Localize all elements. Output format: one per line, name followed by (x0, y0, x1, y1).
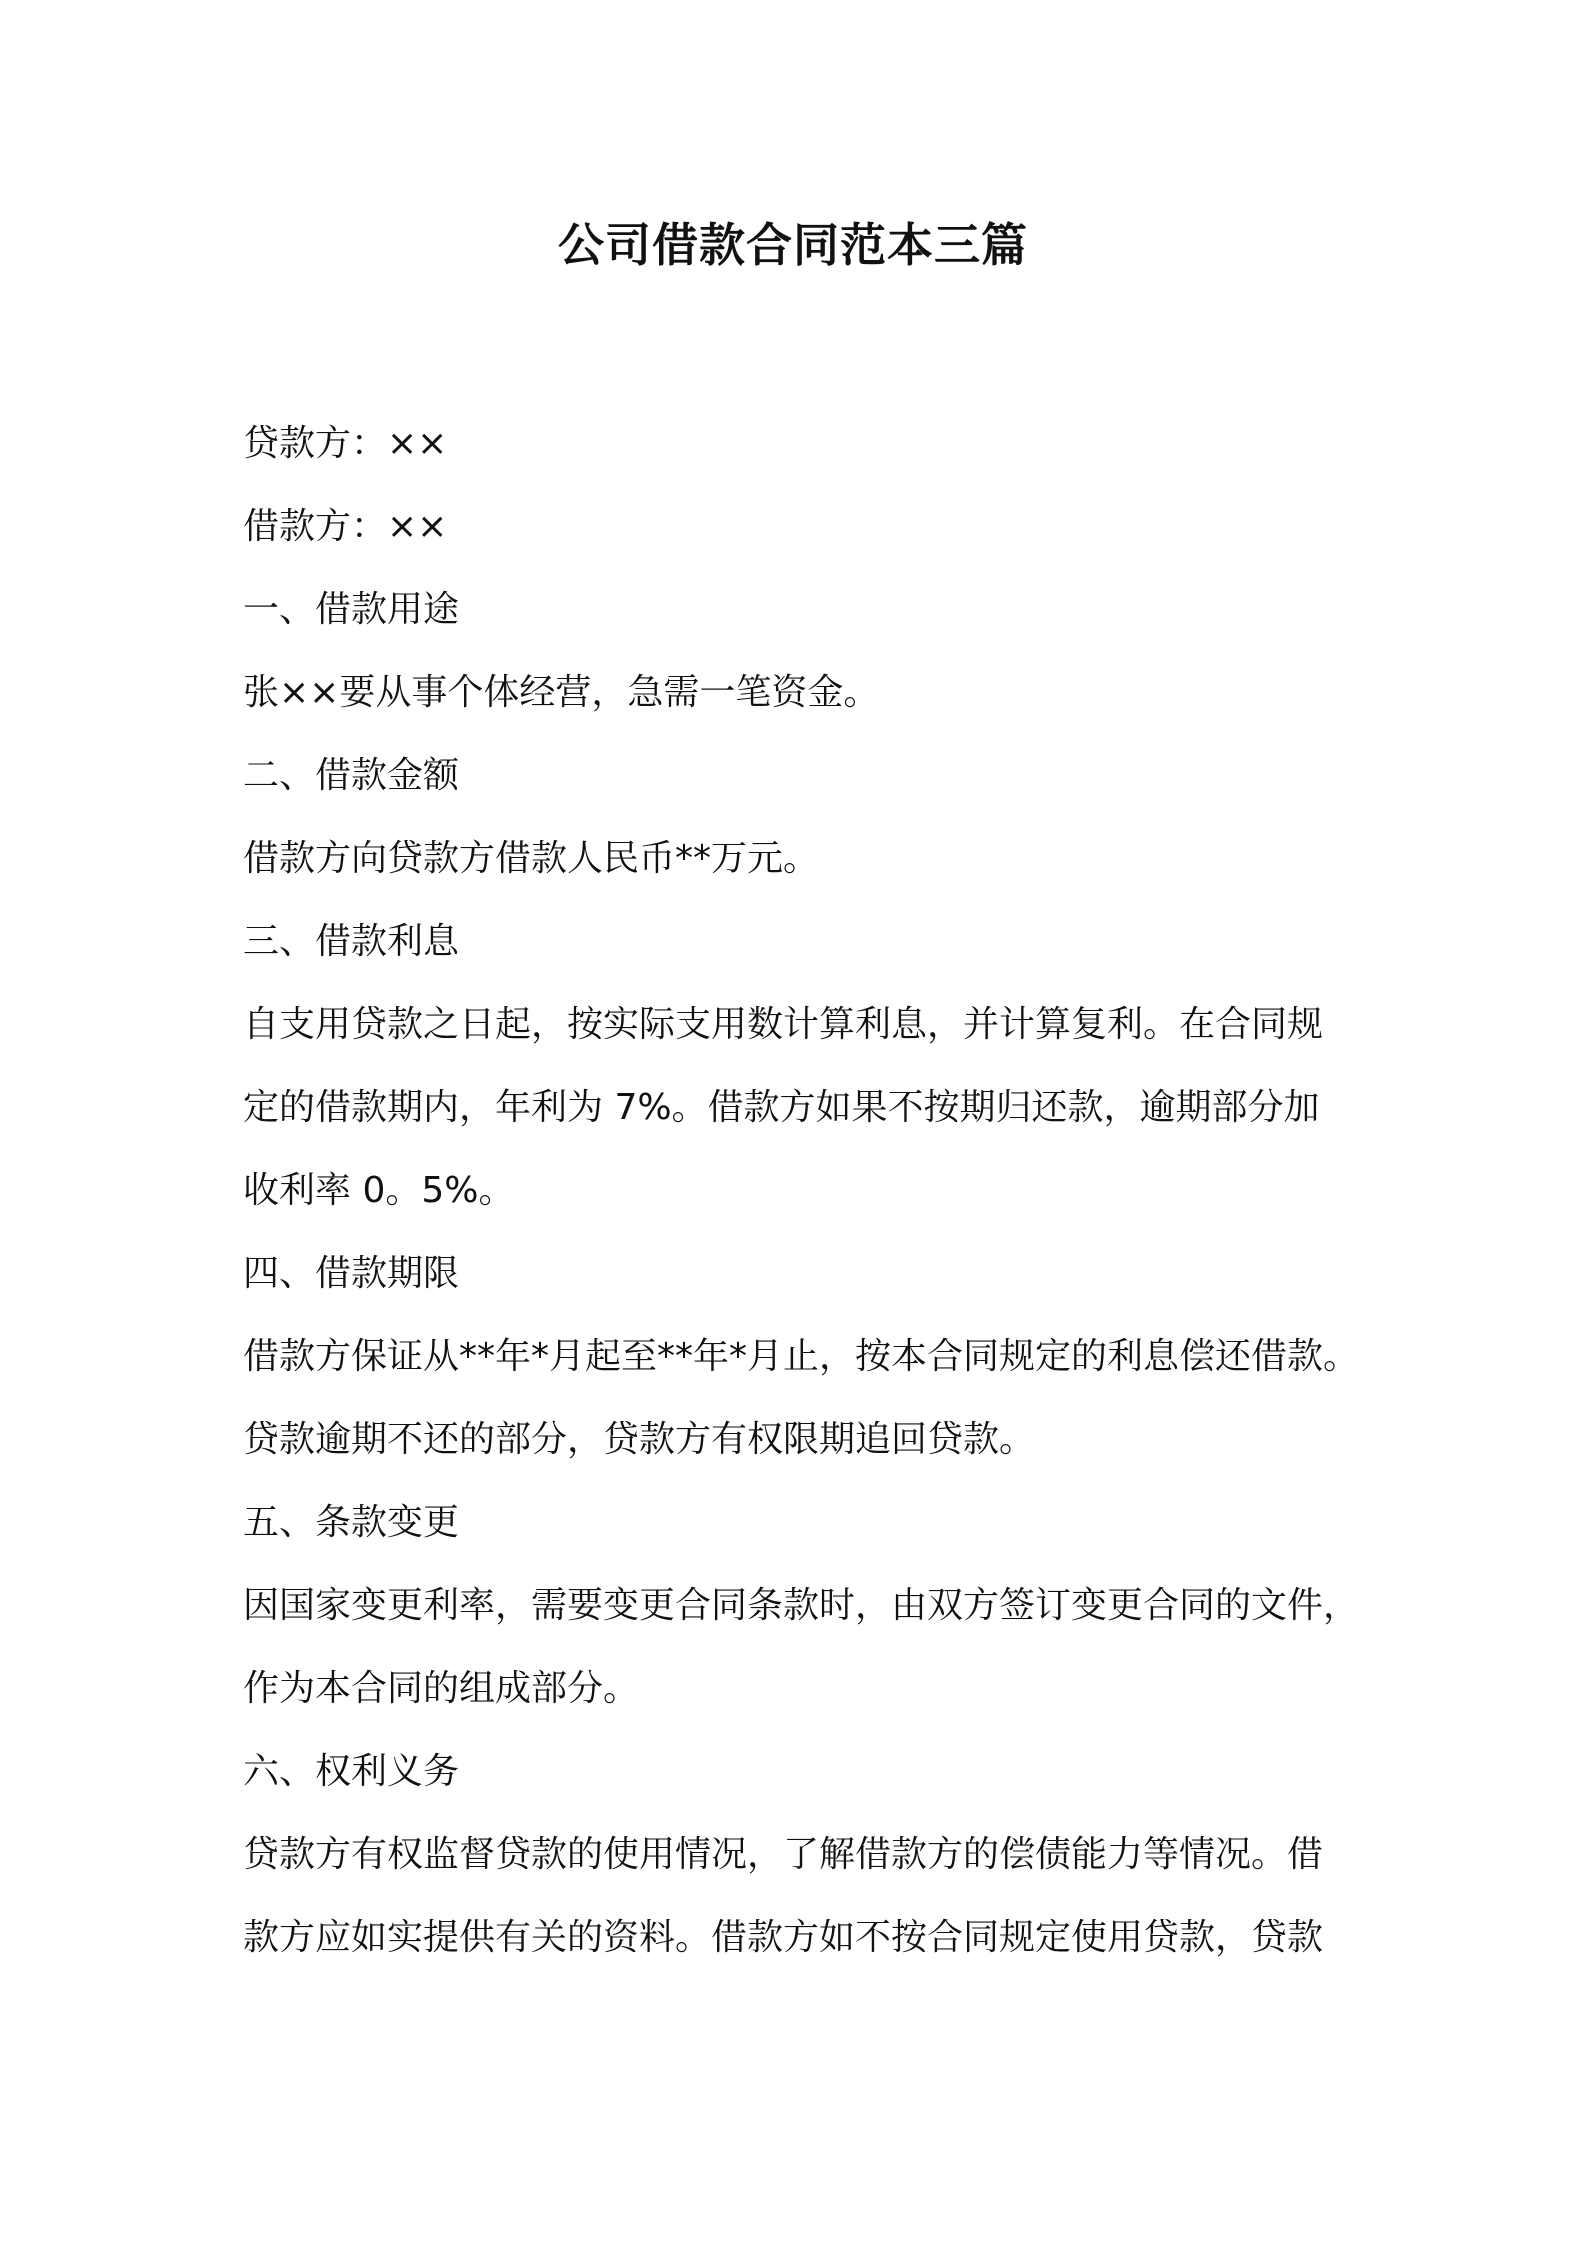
paragraph-line: 因国家变更利率，需要变更合同条款时，由双方签订变更合同的文件， (243, 1585, 1360, 1626)
document-title: 公司借款合同范本三篇 (558, 218, 1028, 272)
paragraph-line: 借款方保证从**年*月起至**年*月止，按本合同规定的利息偿还借款。 (243, 1336, 1360, 1377)
section-heading-amount: 二、借款金额 (243, 755, 460, 796)
borrower-line: 借款方：×× (243, 506, 448, 547)
paragraph-line: 贷款方有权监督贷款的使用情况，了解借款方的偿债能力等情况。借 (243, 1834, 1324, 1875)
paragraph-line: 作为本合同的组成部分。 (243, 1668, 640, 1709)
paragraph-line: 款方应如实提供有关的资料。借款方如不按合同规定使用贷款，贷款 (243, 1917, 1324, 1958)
document-body (243, 402, 1373, 1979)
lender-line: 贷款方：×× (243, 423, 448, 464)
paragraph-line: 张××要从事个体经营，急需一笔资金。 (243, 672, 880, 713)
paragraph-line: 定的借款期内，年利为 7%。借款方如果不按期归还款，逾期部分加 (243, 1087, 1320, 1128)
section-heading-purpose: 一、借款用途 (243, 589, 460, 630)
section-heading-rights: 六、权利义务 (243, 1751, 460, 1792)
section-heading-interest: 三、借款利息 (243, 921, 460, 962)
paragraph-line: 贷款逾期不还的部分，贷款方有权限期追回贷款。 (243, 1419, 1036, 1460)
section-heading-changes: 五、条款变更 (243, 1502, 460, 1543)
paragraph-line: 自支用贷款之日起，按实际支用数计算利息，并计算复利。在合同规 (243, 1004, 1324, 1045)
section-heading-term: 四、借款期限 (243, 1253, 460, 1294)
paragraph-line: 收利率 0。5%。 (243, 1170, 515, 1211)
paragraph-line: 借款方向贷款方借款人民币**万元。 (243, 838, 820, 879)
